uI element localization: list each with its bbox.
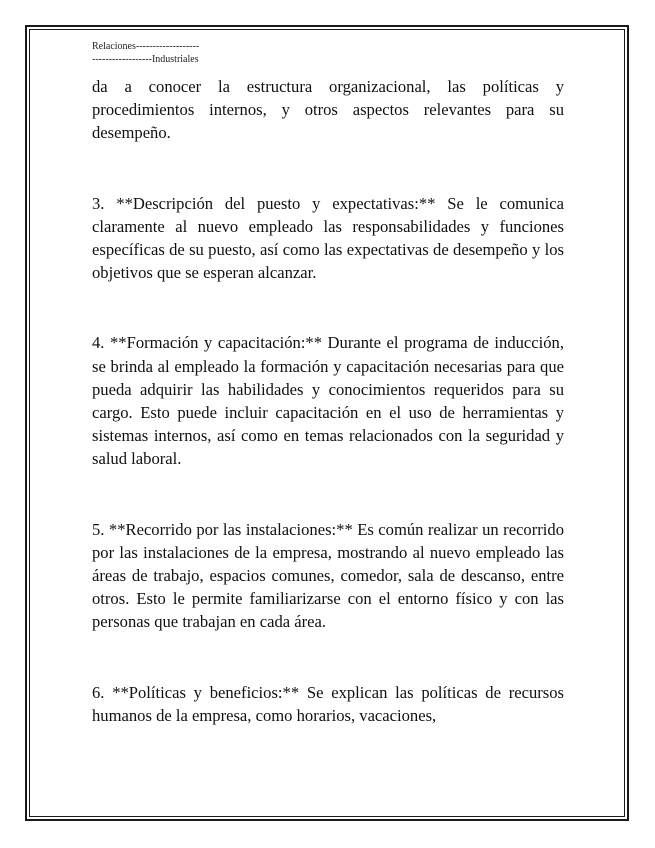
header-line-2: ------------------Industriales [92,54,199,65]
header-line-1: Relaciones------------------- [92,41,200,52]
paragraph-continuation: da a conocer la estructura organizacional, las políticas y procedimientos internos, y otros aspectos relevantes para su desempeño. [92,77,564,143]
paragraph-job-description: 3. **Descripción del puesto y expectativas:** Se le comunica claramente al nuevo empleado las responsabilidades y funciones específicas de su puesto, así como las expectativas de desempeño y los objetivos que se esperan alcanzar. [92,193,564,283]
document-body [92,75,564,727]
paragraph-policies-benefits: 6. **Políticas y beneficios:** Se explican las políticas de recursos humanos de la empresa, como horarios, vacaciones, [92,682,564,725]
paragraph-facility-tour: 5. **Recorrido por las instalaciones:** Es común realizar un recorrido por las instalaciones de la empresa, mostrando al nuevo empleado las áreas de trabajo, espacios comunes, comedor, sala de descanso, entre otros. Esto le permite familiarizarse con el entorno físico y con las personas que trabajan en cada área. [92,519,564,632]
running-header [92,40,199,66]
paragraph-training: 4. **Formación y capacitación:** Durante el programa de inducción, se brinda al empleado la formación y capacitación necesarias para que pueda adquirir las habilidades y conocimientos requeridos para su cargo. Esto puede incluir capacitación en el uso de herramientas y sistemas internos, así como en temas relacionados con la seguridad y salud laboral. [92,333,564,469]
